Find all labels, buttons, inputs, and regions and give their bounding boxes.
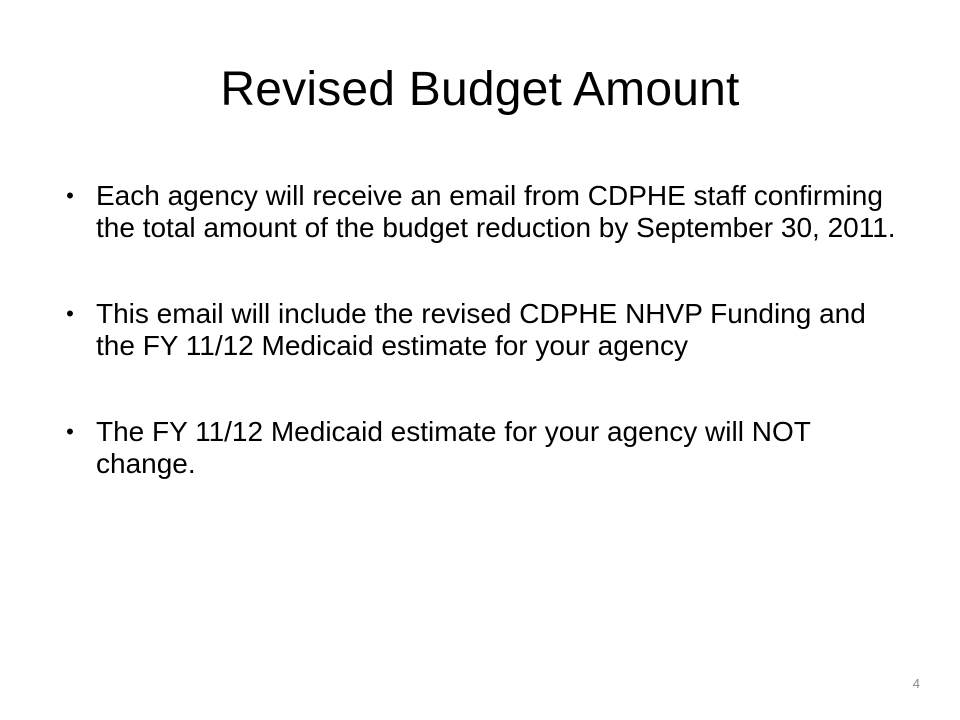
bullet-text: Each agency will receive an email from CDPHE staff confirming the total amount of the budget reduction by September 30, 2011. — [96, 180, 896, 243]
bullet-text: The FY 11/12 Medicaid estimate for your agency will NOT change. — [96, 416, 811, 479]
bullet-item — [60, 416, 900, 480]
bullet-item — [60, 180, 900, 244]
bullet-dot-icon: • — [66, 183, 74, 208]
bullet-dot-icon: • — [66, 301, 74, 326]
page-number: 4 — [912, 676, 920, 691]
bullet-item — [60, 298, 900, 362]
bullet-dot-icon: • — [66, 419, 74, 444]
bullet-list — [60, 180, 900, 534]
bullet-text: This email will include the revised CDPHE NHVP Funding and the FY 11/12 Medicaid estimate for your agency — [96, 298, 866, 361]
slide-title: Revised Budget Amount — [220, 63, 740, 116]
